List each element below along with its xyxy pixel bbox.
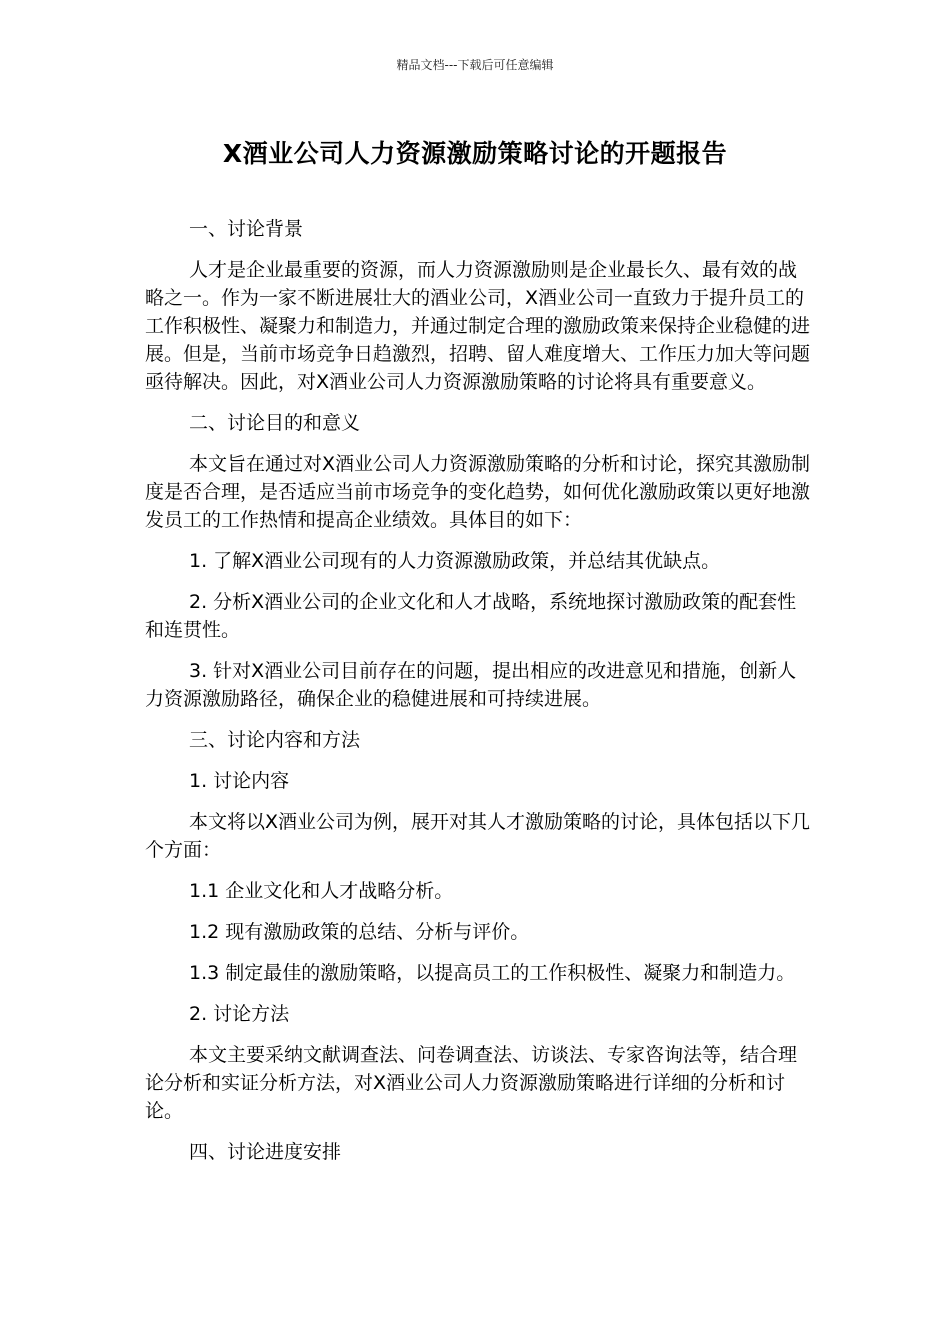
document-title: X酒业公司人力资源激励策略讨论的开题报告 bbox=[222, 139, 728, 168]
section-heading-background: 一、讨论背景 bbox=[189, 218, 304, 240]
document-body bbox=[145, 215, 811, 1179]
subsection-heading-method: 2. 讨论方法 bbox=[189, 1003, 290, 1025]
paragraph-background: 人才是企业最重要的资源，而人力资源激励则是企业最长久、最有效的战略之一。作为一家不断进展壮大的酒业公司，X酒业公司一直致力于提升员工的工作积极性、凝聚力和制造力，并通过制定合理的激励政策来保持企业稳健的进展。但是，当前市场竞争日趋激烈，招聘、留人难度增大、工作压力加大等问题亟待解决。因此，对X酒业公司人力资源激励策略的讨论将具有重要意义。 bbox=[145, 259, 811, 393]
paragraph-content: 本文将以X酒业公司为例，展开对其人才激励策略的讨论，具体包括以下几个方面： bbox=[145, 811, 811, 861]
page-header: 精品文档---下载后可任意编辑 bbox=[396, 58, 554, 72]
list-item-content-1-1: 1.1 企业文化和人才战略分析。 bbox=[189, 880, 454, 902]
subsection-heading-content: 1. 讨论内容 bbox=[189, 770, 290, 792]
list-item-purpose-1: 1. 了解X酒业公司现有的人力资源激励政策，并总结其优缺点。 bbox=[189, 550, 721, 572]
list-item-purpose-2: 2. 分析X酒业公司的企业文化和人才战略，系统地探讨激励政策的配套性和连贯性。 bbox=[145, 591, 797, 641]
list-item-content-1-2: 1.2 现有激励政策的总结、分析与评价。 bbox=[189, 921, 530, 943]
paragraph-purpose: 本文旨在通过对X酒业公司人力资源激励策略的分析和讨论，探究其激励制度是否合理，是否适应当前市场竞争的变化趋势，如何优化激励政策以更好地激发员工的工作热情和提高企业绩效。具体目的如下： bbox=[145, 453, 811, 531]
section-heading-content-method: 三、讨论内容和方法 bbox=[189, 729, 361, 751]
paragraph-method: 本文主要采纳文献调查法、问卷调查法、访谈法、专家咨询法等，结合理论分析和实证分析方法，对X酒业公司人力资源激励策略进行详细的分析和讨论。 bbox=[145, 1044, 798, 1122]
list-item-purpose-3: 3. 针对X酒业公司目前存在的问题，提出相应的改进意见和措施，创新人力资源激励路径，确保企业的稳健进展和可持续进展。 bbox=[145, 660, 797, 710]
section-heading-schedule: 四、讨论进度安排 bbox=[189, 1141, 342, 1163]
list-item-content-1-3: 1.3 制定最佳的激励策略，以提高员工的工作积极性、凝聚力和制造力。 bbox=[189, 962, 796, 984]
section-heading-purpose: 二、讨论目的和意义 bbox=[189, 412, 361, 434]
